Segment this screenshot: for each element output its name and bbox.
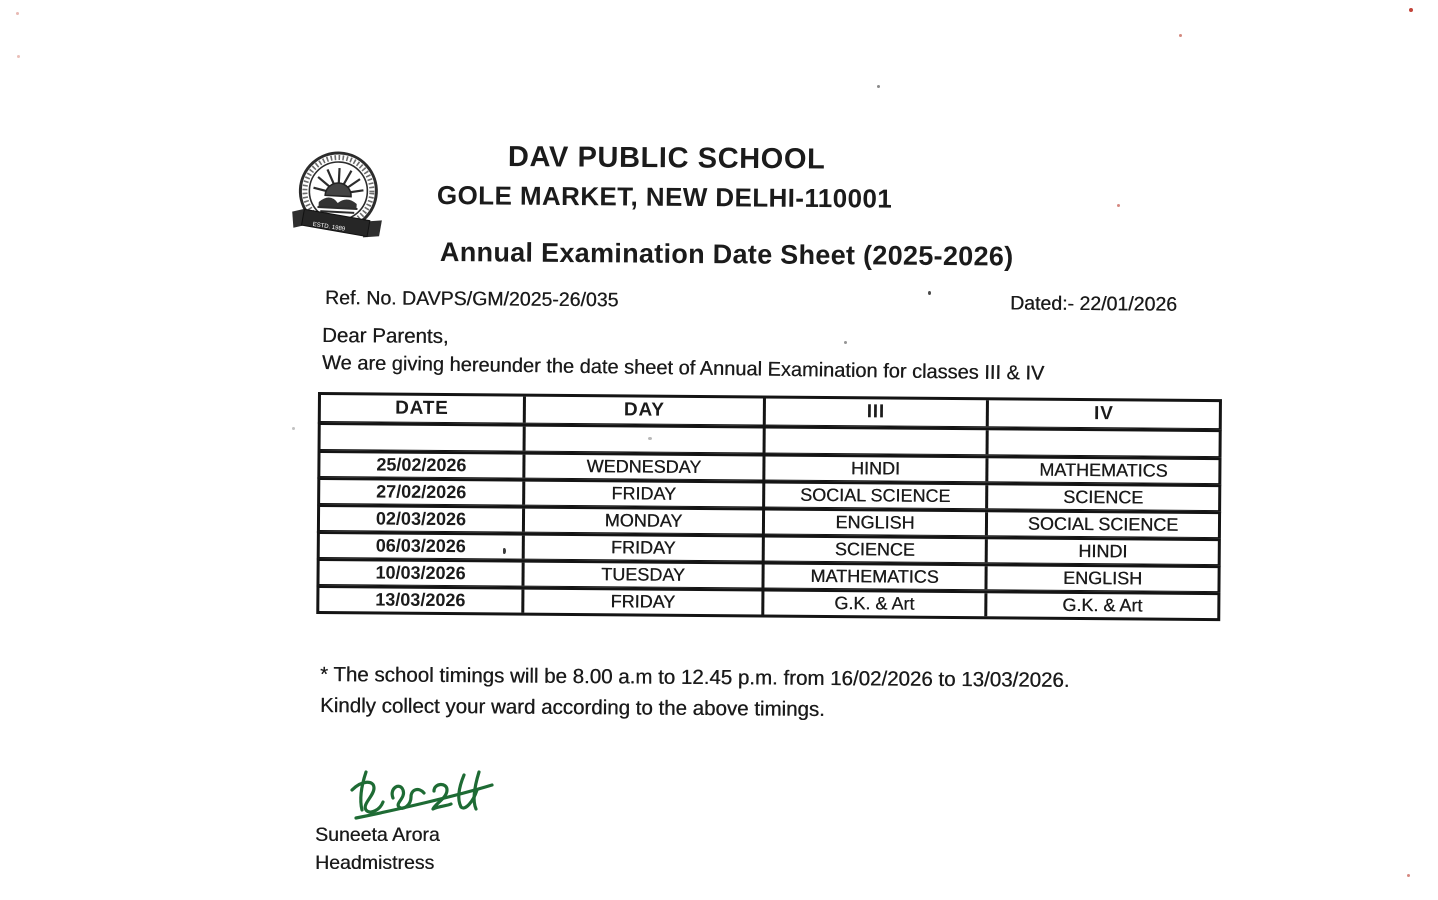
table-cell-date: 02/03/2026 [320, 507, 525, 532]
school-logo [282, 145, 393, 250]
table-cell-subject-iv: G.K. & Art [1062, 594, 1143, 616]
headmistress-signature [336, 760, 514, 826]
scan-noise [17, 55, 20, 58]
table-cell-subject-iv: HINDI [1078, 540, 1128, 562]
ref-number: Ref. No. DAVPS/GM/2025-26/035 [324, 287, 619, 312]
table-cell-subject-iii: SOCIAL SCIENCE [765, 484, 988, 509]
table-cell-subject-iii: SCIENCE [765, 538, 988, 563]
table-cell-subject-iii: G.K. & Art [764, 592, 987, 617]
table-cell [989, 430, 1219, 456]
scan-noise [928, 291, 931, 295]
scan-noise [503, 548, 506, 554]
scan-noise [877, 85, 880, 88]
table-cell-subject-iii: ENGLISH [765, 511, 988, 536]
table-cell-subject-iv: MATHEMATICS [1039, 459, 1168, 481]
scan-noise [292, 427, 295, 430]
table-cell-date: 13/03/2026 [319, 588, 524, 613]
scan-noise [1117, 204, 1120, 207]
table-cell-day: TUESDAY [524, 563, 764, 588]
table-cell [766, 429, 989, 455]
signatory-name: Suneeta Arora [315, 824, 440, 846]
table-cell [526, 427, 766, 453]
table-cell-day: FRIDAY [525, 536, 765, 561]
logo-banner-text: ESTD. 1989 [312, 221, 346, 233]
table-cell [321, 425, 526, 451]
table-cell-day: FRIDAY [524, 590, 764, 615]
scan-noise [16, 12, 19, 15]
column-header-class-iii: III [766, 399, 989, 427]
table-cell-subject-iii: MATHEMATICS [764, 565, 987, 590]
table-cell-subject-iv: SCIENCE [1063, 486, 1144, 508]
table-cell-date: 25/02/2026 [320, 453, 525, 478]
table-cell-subject-iii: HINDI [765, 457, 988, 482]
school-address: GOLE MARKET, NEW DELHI-110001 [436, 180, 893, 214]
column-header-day: DAY [526, 397, 766, 425]
scan-noise [648, 437, 652, 440]
reference-line [325, 287, 1177, 317]
timings-note: * The school timings will be 8.00 a.m to 12.45 p.m. from 16/02/2026 to 13/03/2026. [319, 663, 1070, 692]
scan-noise [1179, 34, 1182, 37]
table-cell-day: MONDAY [525, 509, 765, 534]
dated-label: Dated:- 22/01/2026 [1009, 292, 1178, 316]
school-emblem-graphic [282, 145, 393, 250]
document-title: Annual Examination Date Sheet (2025-2026) [439, 237, 1014, 272]
table-cell-subject-iv: ENGLISH [1062, 567, 1143, 589]
collection-note: Kindly collect your ward according to the above timings. [319, 694, 825, 721]
table-cell-subject-iv: SOCIAL SCIENCE [1027, 513, 1179, 535]
signatory-title: Headmistress [315, 852, 435, 874]
table-row [316, 585, 1220, 621]
scan-noise [844, 341, 847, 344]
scan-noise [1407, 874, 1410, 877]
scan-noise [1409, 8, 1413, 12]
table-cell-date: 27/02/2026 [320, 480, 525, 505]
table-cell-day: FRIDAY [525, 482, 765, 507]
salutation: Dear Parents, [321, 324, 449, 348]
school-name: DAV PUBLIC SCHOOL [507, 141, 826, 176]
table-cell-date: 06/03/2026 [320, 534, 525, 559]
signature-ink-graphic [336, 760, 514, 826]
exam-schedule-table [316, 392, 1222, 621]
intro-line: We are giving hereunder the date sheet of Annual Examination for classes III & IV [321, 352, 1045, 385]
table-cell-date: 10/03/2026 [319, 561, 524, 586]
column-header-date: DATE [321, 395, 526, 423]
column-header-class-iv: IV [1093, 403, 1114, 425]
table-cell-day: WEDNESDAY [525, 455, 765, 480]
